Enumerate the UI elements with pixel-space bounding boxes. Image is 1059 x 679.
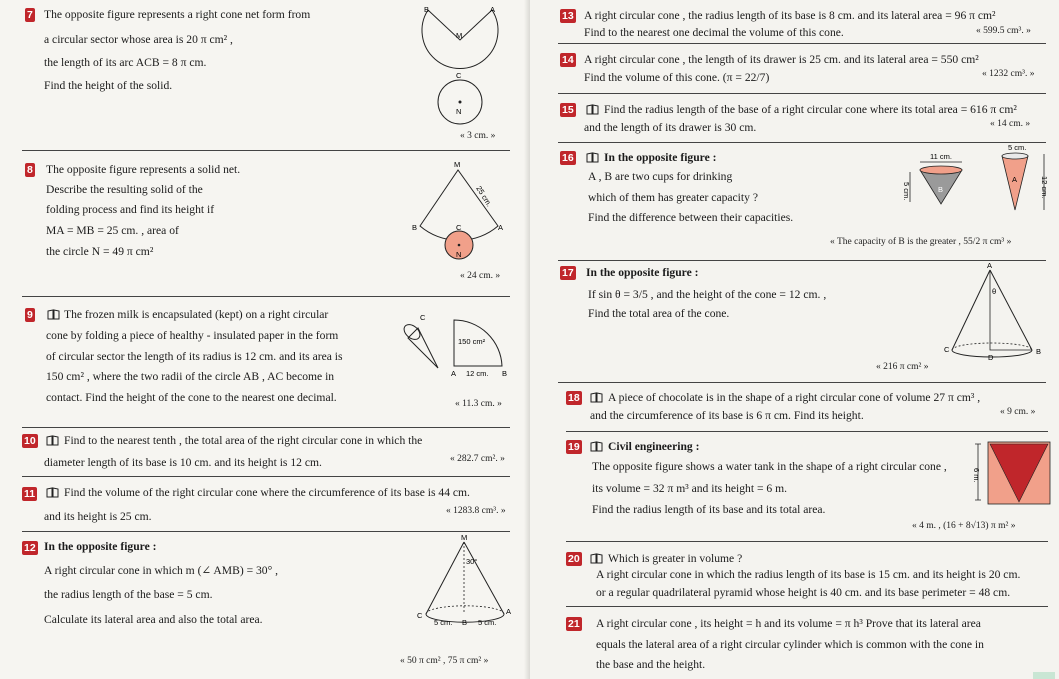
- label-B: B: [462, 618, 468, 627]
- question-line: Describe the resulting solid of the: [46, 183, 203, 196]
- answer: « 599.5 cm³. »: [976, 26, 1031, 36]
- question-line: A right circular cone , the radius length of its base is 8 cm. and its lateral area = 96 π cm²: [584, 9, 996, 22]
- question-10: [0, 432, 520, 474]
- divider: [22, 476, 510, 477]
- question-number: 11: [24, 488, 36, 500]
- question-line: diameter length of its base is 10 cm. and its height is 12 cm.: [44, 456, 322, 469]
- question-line: A right circular cone in which the radius length of its base is 15 cm. and its height is 20 cm.: [596, 568, 1021, 581]
- divider: [566, 541, 1048, 542]
- question-line: contact. Find the height of the cone to the nearest one decimal.: [46, 391, 337, 404]
- label-A: A: [987, 261, 993, 270]
- label-width: 11 cm.: [930, 152, 952, 161]
- question-line: or a regular quadrilateral pyramid whose height is 40 cm. and its base perimeter = 48 cm.: [596, 586, 1011, 599]
- water-tank-figure: [970, 436, 1056, 518]
- label-radius-1: 5 cm.: [434, 618, 453, 627]
- label-height: 6 m.: [972, 468, 981, 483]
- question-line: The opposite figure shows a water tank in the shape of a right circular cone ,: [592, 460, 947, 473]
- book-icon: [47, 309, 60, 320]
- question-number: 16: [562, 152, 574, 164]
- question-20: [530, 548, 1055, 606]
- label-radius: 12 cm.: [466, 369, 489, 378]
- question-line: Find to the nearest tenth , the total area of the right circular cone in which the: [64, 434, 423, 447]
- question-line: Which is greater in volume ?: [608, 552, 743, 565]
- right-page: [530, 0, 1059, 679]
- label-D: D: [988, 353, 994, 362]
- question-number: 7: [27, 9, 33, 21]
- paper-cone-figure: [398, 308, 516, 380]
- label-M: M: [454, 160, 461, 169]
- question-line: 150 cm² , where the two radii of the circle AB , AC become in: [46, 370, 335, 383]
- divider: [22, 427, 510, 428]
- label-A: A: [506, 607, 512, 616]
- question-number: 15: [562, 104, 574, 116]
- question-number: 19: [568, 441, 580, 453]
- question-line: cone by folding a piece of healthy - insulated paper in the form: [46, 329, 339, 342]
- book-icon: [46, 487, 59, 498]
- label-height-A: 12 cm.: [1040, 176, 1049, 199]
- answer: « 1232 cm³. »: [982, 69, 1035, 79]
- question-line: the length of its arc ACB = 8 π cm.: [44, 56, 207, 69]
- label-C: C: [456, 71, 462, 80]
- question-18: [530, 388, 1055, 430]
- book-icon: [590, 553, 603, 564]
- answer: « 3 cm. »: [460, 131, 496, 141]
- question-title: In the opposite figure :: [604, 151, 717, 164]
- label-A: A: [1012, 175, 1018, 184]
- question-19: [530, 436, 1055, 540]
- question-line: equals the lateral area of a right circular cylinder which is common with the cone in: [596, 638, 984, 651]
- answer: « 11.3 cm. »: [455, 399, 502, 409]
- question-number: 18: [568, 392, 580, 404]
- divider: [22, 531, 510, 532]
- question-line: A , B are two cups for drinking: [588, 170, 733, 183]
- question-number: 8: [27, 164, 33, 176]
- answer: « The capacity of B is the greater , 55/2 π cm³ »: [830, 237, 1012, 247]
- question-number: 21: [568, 618, 580, 630]
- question-number: 20: [568, 553, 580, 565]
- question-line: Find the radius length of its base and its total area.: [592, 503, 826, 516]
- question-15: [530, 98, 1055, 140]
- answer: « 1283.8 cm³. »: [446, 506, 506, 516]
- label-C: C: [944, 345, 950, 354]
- question-21: [530, 612, 1055, 676]
- question-number: 10: [24, 435, 36, 447]
- question-line: and its height is 25 cm.: [44, 510, 152, 523]
- question-number: 14: [562, 54, 574, 66]
- divider: [566, 606, 1048, 607]
- label-radius-2: 5 cm.: [478, 618, 497, 627]
- question-line: of circular sector the length of its radius is 12 cm. and its area is: [46, 350, 343, 363]
- question-number: 12: [24, 542, 36, 554]
- question-line: Find the difference between their capacities.: [588, 211, 794, 224]
- question-line: folding process and find its height if: [46, 203, 215, 216]
- question-line: which of them has greater capacity ?: [588, 191, 758, 204]
- label-B: B: [424, 5, 430, 14]
- question-8: [0, 158, 520, 293]
- divider: [566, 431, 1048, 432]
- answer: « 216 π cm² »: [876, 362, 929, 372]
- cone-30deg-figure: [412, 534, 516, 634]
- question-line: the base and the height.: [596, 658, 706, 671]
- answer: « 282.7 cm². »: [450, 454, 505, 464]
- label-N: N: [456, 107, 462, 116]
- question-line: Find the volume of the right circular cone where the circumference of its base is 44 cm.: [64, 486, 470, 499]
- question-7: [0, 0, 520, 150]
- label-height-B: 5 cm.: [902, 182, 911, 201]
- label-B: B: [1036, 347, 1042, 356]
- question-line: Find the radius length of the base of a right circular cone where its total area = 616 π cm²: [604, 103, 1017, 116]
- question-line: The frozen milk is encapsulated (kept) on a right circular: [64, 308, 329, 321]
- question-title: In the opposite figure :: [586, 266, 699, 279]
- divider: [558, 382, 1046, 383]
- answer: « 14 cm. »: [990, 119, 1031, 129]
- divider: [558, 43, 1046, 44]
- label-A: A: [451, 369, 457, 378]
- label-M: M: [456, 31, 463, 40]
- label-C: C: [420, 313, 426, 322]
- question-line: and the length of its drawer is 30 cm.: [584, 121, 757, 134]
- label-angle: 30°: [466, 557, 478, 566]
- sector-net-figure: [410, 2, 510, 122]
- question-line: a circular sector whose area is 20 π cm² ,: [44, 33, 233, 46]
- question-line: A piece of chocolate is in the shape of a right circular cone of volume 27 π cm³ ,: [608, 391, 981, 404]
- label-area: 150 cm²: [458, 337, 486, 346]
- question-16: [530, 143, 1055, 258]
- label-length: 25 cm.: [474, 184, 494, 209]
- book-icon: [590, 392, 603, 403]
- question-line: and the circumference of its base is 6 π cm. Find its height.: [590, 409, 864, 422]
- label-C: C: [456, 223, 462, 232]
- label-theta: θ: [992, 287, 997, 296]
- question-line: A right circular cone , its height = h and its volume = π h³ Prove that its lateral area: [596, 617, 981, 630]
- question-line: the radius length of the base = 5 cm.: [44, 588, 213, 601]
- label-top: 5 cm.: [1008, 143, 1027, 152]
- answer: « 9 cm. »: [1000, 407, 1036, 417]
- question-line: the circle N = 49 π cm²: [46, 245, 154, 258]
- label-A: A: [490, 5, 496, 14]
- book-icon: [586, 152, 599, 163]
- label-B: B: [412, 223, 418, 232]
- question-title: In the opposite figure :: [44, 540, 157, 553]
- book-icon: [46, 435, 59, 446]
- cups-figure: [898, 142, 1054, 224]
- question-line: Calculate its lateral area and also the total area.: [44, 613, 263, 626]
- question-line: Find to the nearest one decimal the volume of this cone.: [584, 26, 844, 39]
- question-number: 9: [27, 309, 33, 321]
- question-title: Civil engineering :: [608, 440, 700, 453]
- question-line: The opposite figure represents a solid net.: [46, 163, 241, 176]
- question-line: A right circular cone in which m (∠ AMB) = 30° ,: [44, 564, 279, 577]
- divider: [22, 296, 510, 297]
- answer: « 24 cm. »: [460, 271, 501, 281]
- label-B: B: [938, 185, 944, 194]
- question-line: MA = MB = 25 cm. , area of: [46, 224, 179, 237]
- question-14: [530, 48, 1055, 90]
- question-12: [0, 533, 520, 679]
- question-11: [0, 482, 520, 524]
- label-M: M: [461, 533, 468, 542]
- question-17: [530, 262, 1055, 380]
- question-line: Find the height of the solid.: [44, 79, 173, 92]
- question-line: If sin θ = 3/5 , and the height of the cone = 12 cm. ,: [588, 288, 827, 301]
- question-number: 13: [562, 10, 574, 22]
- question-line: Find the total area of the cone.: [588, 307, 730, 320]
- answer: « 4 m. , (16 + 8√13) π m² »: [912, 521, 1016, 531]
- question-9: [0, 304, 520, 424]
- book-icon: [586, 104, 599, 115]
- question-line: Find the volume of this cone. (π = 22/7): [584, 71, 770, 84]
- book-icon: [590, 441, 603, 452]
- corner-mark: [1033, 672, 1055, 679]
- answer: « 50 π cm² , 75 π cm² »: [400, 656, 489, 666]
- cone-net-figure: [410, 158, 510, 268]
- label-N: N: [456, 250, 462, 259]
- question-line: The opposite figure represents a right cone net form from: [44, 8, 311, 21]
- question-number: 17: [562, 267, 574, 279]
- cone-theta-figure: [938, 261, 1056, 364]
- divider: [22, 150, 510, 151]
- question-13: [530, 0, 1055, 42]
- question-line: its volume = 32 π m³ and its height = 6 m.: [592, 482, 788, 495]
- label-A: A: [498, 223, 504, 232]
- divider: [558, 260, 1046, 261]
- label-C: C: [417, 611, 423, 620]
- label-B: B: [502, 369, 508, 378]
- divider: [558, 93, 1046, 94]
- question-line: A right circular cone , the length of its drawer is 25 cm. and its lateral area = 550 cm²: [584, 53, 979, 66]
